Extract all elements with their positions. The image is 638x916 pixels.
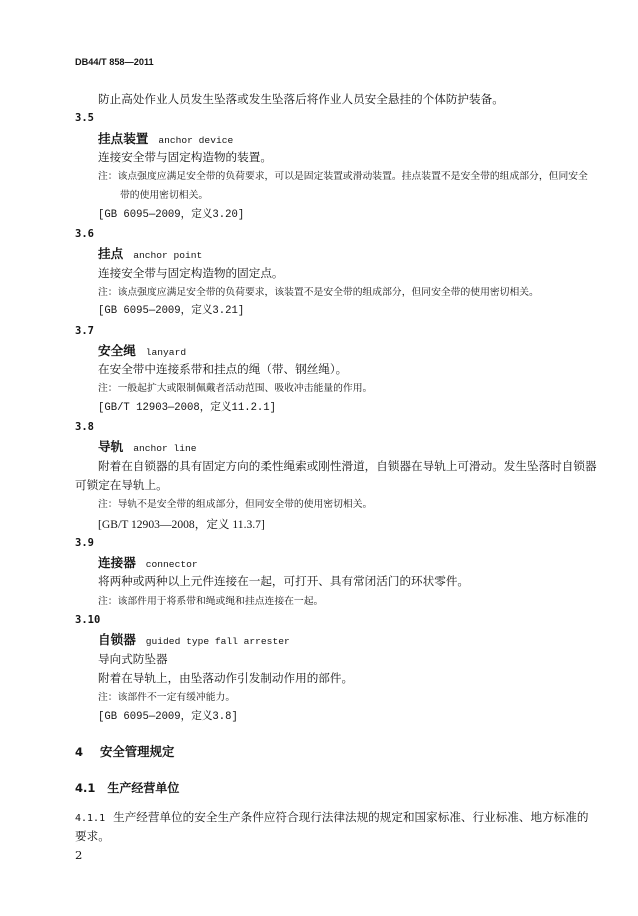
term-note: 注：导轨不是安全带的组成部分，但同安全带的使用密切相关。 bbox=[98, 499, 373, 511]
term-name-zh: 挂点 bbox=[98, 246, 124, 262]
term-note-continuation: 带的使用密切相关。 bbox=[120, 190, 209, 202]
term-entry bbox=[75, 322, 597, 418]
document-code: DB44/T 858—2011 bbox=[75, 57, 154, 67]
term-name-en: lanyard bbox=[145, 346, 187, 358]
term-number: 3.6 bbox=[75, 228, 94, 241]
subsection-title: 生产经营单位 bbox=[107, 781, 180, 796]
term-name-en: anchor point bbox=[133, 250, 203, 262]
term-note: 注：该部件不一定有缓冲能力。 bbox=[98, 692, 236, 704]
term-definition: 附着在导轨上，由坠落动作引发制动作用的部件。 bbox=[98, 670, 354, 685]
term-number: 3.9 bbox=[75, 536, 94, 549]
term-name-zh: 自锁器 bbox=[98, 632, 136, 648]
term-name-en: connector bbox=[145, 559, 198, 571]
clause-text: 生产经营单位的安全生产条件应符合现行法律法规的规定和国家标准、行业标准、地方标准的 bbox=[113, 810, 589, 825]
clause-text-continuation: 要求。 bbox=[75, 829, 110, 844]
term-name-zh: 导轨 bbox=[98, 439, 124, 455]
term-reference: [GB/T 12903—2008，定义11.2.1] bbox=[98, 401, 276, 414]
page-body bbox=[75, 90, 597, 847]
term-name-en: anchor device bbox=[158, 134, 234, 146]
term-note: 注：一般起扩大或限制佩戴者活动范围、吸收冲击能量的作用。 bbox=[98, 383, 373, 395]
term-entry bbox=[75, 534, 597, 611]
term-entry bbox=[75, 225, 597, 321]
clause bbox=[75, 808, 597, 827]
term-definition: 连接安全带与固定构造物的固定点。 bbox=[98, 265, 284, 280]
term-name-zh: 安全绳 bbox=[98, 342, 136, 358]
term-name-zh: 挂点装置 bbox=[98, 130, 149, 146]
term-heading bbox=[75, 437, 597, 456]
term-reference: [GB/T 12903—2008，定义 11.3.7] bbox=[98, 517, 265, 531]
term-note: 注：该点强度应满足安全带的负荷要求，可以是固定装置或滑动装置。挂点装置不是安全带的组成部分，但同安全 bbox=[98, 171, 588, 183]
section-title: 安全管理规定 bbox=[100, 744, 175, 760]
term-definition: 将两种或两种以上元件连接在一起，可打开、具有常闭活门的环状零件。 bbox=[98, 574, 470, 589]
term-entry bbox=[75, 418, 597, 534]
term-number: 3.8 bbox=[75, 421, 94, 434]
term-reference: [GB 6095—2009，定义3.8] bbox=[98, 710, 238, 723]
term-definition: 在安全带中连接系带和挂点的绳（带、钢丝绳）。 bbox=[98, 362, 348, 377]
term-name-zh: 连接器 bbox=[98, 555, 136, 571]
term-definition: 连接安全带与固定构造物的装置。 bbox=[98, 149, 272, 164]
term-name-en: anchor line bbox=[133, 443, 197, 455]
section-heading bbox=[75, 742, 597, 761]
term-note: 注：该点强度应满足安全带的负荷要求，该装置不是安全带的组成部分，但同安全带的使用密切相关。 bbox=[98, 286, 539, 298]
section-number: 4 bbox=[75, 745, 84, 760]
term-reference: [GB 6095—2009，定义3.20] bbox=[98, 208, 245, 221]
term-note: 注：该部件用于将系带和绳或绳和挂点连接在一起。 bbox=[98, 595, 324, 607]
term-definition-continuation: 可锁定在导轨上。 bbox=[75, 477, 168, 492]
term-heading bbox=[75, 630, 597, 649]
subsection-number: 4.1 bbox=[75, 781, 96, 796]
subsection-heading bbox=[75, 779, 597, 798]
term-heading bbox=[75, 341, 597, 360]
term-reference: [GB 6095—2009，定义3.21] bbox=[98, 305, 245, 318]
term-definition: 附着在自锁器的具有固定方向的柔性绳索或刚性滑道，自锁器在导轨上可滑动。发生坠落时自锁器 bbox=[98, 458, 597, 473]
term-entry bbox=[75, 109, 597, 225]
page-number: 2 bbox=[75, 848, 83, 862]
term-heading bbox=[75, 129, 597, 148]
term-number: 3.7 bbox=[75, 324, 94, 337]
term-number: 3.5 bbox=[75, 112, 94, 125]
term-number: 3.10 bbox=[75, 614, 101, 627]
term-heading bbox=[75, 553, 597, 572]
term-entry bbox=[75, 611, 597, 727]
clause-number: 4.1.1 bbox=[75, 813, 106, 825]
term-heading bbox=[75, 244, 597, 263]
term-name-en: guided type fall arrester bbox=[145, 636, 290, 648]
term-synonym: 导向式防坠器 bbox=[98, 651, 168, 666]
intro-definition-line: 防止高处作业人员发生坠落或发生坠落后将作业人员安全悬挂的个体防护装备。 bbox=[98, 92, 504, 106]
